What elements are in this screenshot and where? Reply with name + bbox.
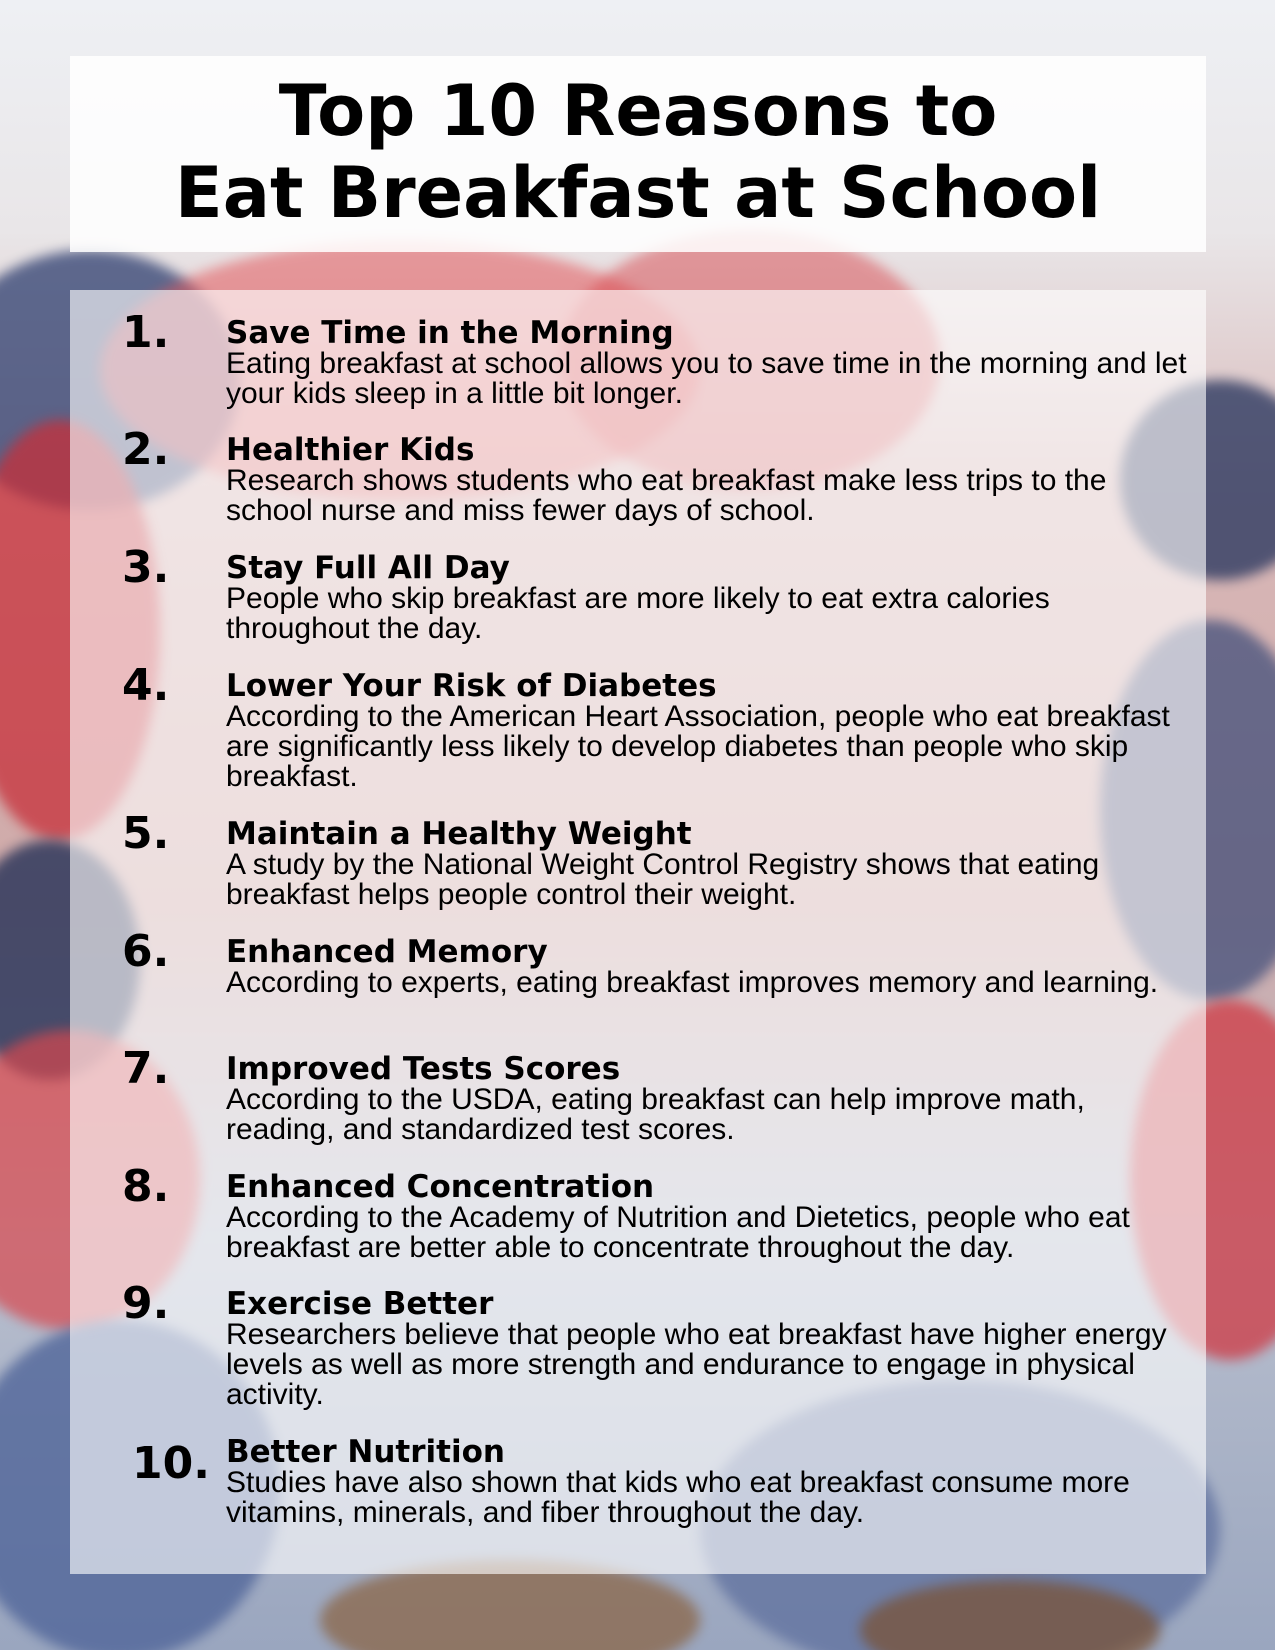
item-body: According to experts, eating breakfast improves memory and learning. xyxy=(226,966,1159,999)
item-body: People who skip breakfast are more likely to eat extra calories throughout the day. xyxy=(226,582,1050,645)
title-line-1: Top 10 Reasons to xyxy=(278,70,998,152)
item-heading: Healthier Kids xyxy=(226,432,475,468)
item-number: 2. xyxy=(122,424,170,475)
item-body: Eating breakfast at school allows you to save time in the morning and let your kids sleep in a little bit longer. xyxy=(226,347,1187,410)
item-heading: Stay Full All Day xyxy=(226,550,510,586)
page-title xyxy=(70,70,1206,234)
item-heading: Save Time in the Morning xyxy=(226,315,674,351)
item-heading: Maintain a Healthy Weight xyxy=(226,816,692,852)
item-body: According to the USDA, eating breakfast can help improve math, reading, and standardized test scores. xyxy=(226,1083,1085,1146)
item-body: According to the Academy of Nutrition and Dietetics, people who eat breakfast are better able to concentrate throughout the day. xyxy=(226,1201,1130,1264)
item-number: 9. xyxy=(122,1278,170,1329)
item-body: Research shows students who eat breakfast make less trips to the school nurse and miss fewer days of school. xyxy=(226,464,1107,527)
item-heading: Enhanced Concentration xyxy=(226,1169,655,1205)
item-number: 10. xyxy=(132,1438,210,1489)
item-heading: Exercise Better xyxy=(226,1286,494,1322)
item-body: According to the American Heart Association, people who eat breakfast are significantly less likely to develop diabetes than people who skip breakfast. xyxy=(226,700,1170,793)
item-heading: Better Nutrition xyxy=(226,1434,505,1470)
item-body: Studies have also shown that kids who eat breakfast consume more vitamins, minerals, and fiber throughout the day. xyxy=(226,1466,1130,1529)
item-body: A study by the National Weight Control Registry shows that eating breakfast helps people control their weight. xyxy=(226,848,1100,911)
title-line-2: Eat Breakfast at School xyxy=(174,152,1102,234)
item-number: 4. xyxy=(122,660,170,711)
item-number: 3. xyxy=(122,542,170,593)
item-heading: Enhanced Memory xyxy=(226,934,548,970)
item-heading: Improved Tests Scores xyxy=(226,1051,621,1087)
item-number: 7. xyxy=(122,1043,170,1094)
item-heading: Lower Your Risk of Diabetes xyxy=(226,668,717,704)
item-number: 6. xyxy=(122,926,170,977)
item-number: 5. xyxy=(122,808,170,859)
item-number: 1. xyxy=(122,307,170,358)
item-number: 8. xyxy=(122,1161,170,1212)
item-body: Researchers believe that people who eat breakfast have higher energy levels as well as more strength and endurance to engage in physical activity. xyxy=(226,1318,1167,1411)
